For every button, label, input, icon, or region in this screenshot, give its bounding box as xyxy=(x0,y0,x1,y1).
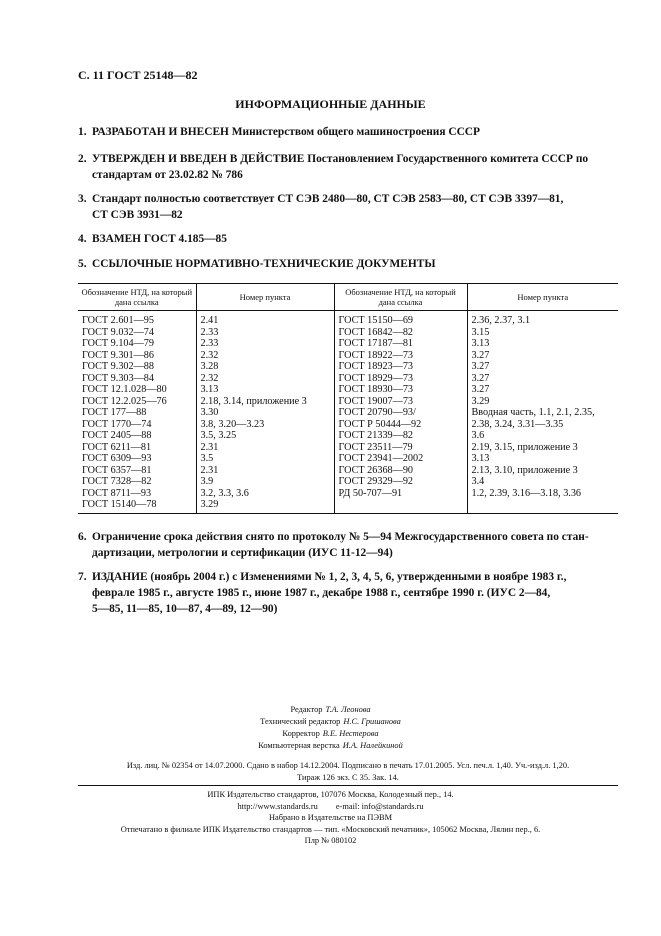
cell-clause: 3.13 xyxy=(196,384,334,396)
cell-document: ГОСТ 7328—82 xyxy=(78,476,196,488)
cell-clause: 3.29 xyxy=(196,499,334,513)
col-header-clause-1: Номер пункта xyxy=(196,284,334,311)
table-row xyxy=(78,311,618,327)
cell-clause: 2.31 xyxy=(196,442,334,454)
cell-document: ГОСТ 1770—74 xyxy=(78,419,196,431)
cell-clause: 2.31 xyxy=(196,465,334,477)
cell-document: ГОСТ 9.104—79 xyxy=(78,338,196,350)
cell-clause: 3.8, 3.20—3.23 xyxy=(196,419,334,431)
table-row xyxy=(78,499,618,513)
cell-clause: 3.30 xyxy=(196,407,334,419)
cell-document: ГОСТ 18923—73 xyxy=(334,361,467,373)
credit-tech-editor: Технический редактор Н.С. Гришанова xyxy=(260,717,401,726)
cell-document: ГОСТ 177—88 xyxy=(78,407,196,419)
info-item-2: 2. УТВЕРЖДЕН И ВВЕДЕН В ДЕЙСТВИЕ Постановлением Государственного комитета СССР по стандартам от 23.02.82 № 786 xyxy=(78,153,589,181)
cell-clause: 2.38, 3.24, 3.31—3.35 xyxy=(471,418,564,430)
cell-document: ГОСТ 19007—73 xyxy=(334,396,467,408)
references-table xyxy=(78,283,618,514)
table-row xyxy=(78,476,618,488)
table-row xyxy=(78,361,618,373)
cell-document: ГОСТ 9.302—88 xyxy=(78,361,196,373)
cell-document: ГОСТ 23511—79 xyxy=(334,442,467,454)
cell-clause: 2.18, 3.14, приложение 3 xyxy=(196,396,334,408)
cell-document: ГОСТ 2405—88 xyxy=(78,430,196,442)
cell-clause: 3.13 xyxy=(471,453,490,464)
cell-clause: 3.27 xyxy=(471,361,490,372)
cell-document: ГОСТ 2.601—95 xyxy=(78,311,196,327)
cell-document: ГОСТ 6211—81 xyxy=(78,442,196,454)
table-row xyxy=(78,373,618,385)
info-item-4: 4. ВЗАМЕН ГОСТ 4.185—85 xyxy=(78,233,227,245)
cell-clause: Вводная часть, 1.1, 2.1, 2.35, xyxy=(471,407,595,418)
cell-document xyxy=(334,499,467,513)
website-link[interactable]: http://www.standards.ru xyxy=(237,801,318,811)
cell-clause: 2.36, 2.37, 3.1 xyxy=(471,315,531,326)
table-row xyxy=(78,384,618,396)
credits xyxy=(0,704,661,752)
table-row xyxy=(78,350,618,362)
email-link[interactable]: e-mail: info@standards.ru xyxy=(335,801,424,811)
cell-document: РД 50-707—91 xyxy=(334,488,467,500)
cell-document: ГОСТ Р 50444—92 xyxy=(334,419,467,431)
table-row xyxy=(78,327,618,339)
table-row xyxy=(78,338,618,350)
table-row xyxy=(78,465,618,477)
info-item-1: 1. РАЗРАБОТАН И ВНЕСЕН Министерством общего машиностроения СССР xyxy=(78,126,480,138)
cell-clause: 3.29 xyxy=(471,395,490,407)
cell-document: ГОСТ 15150—69 xyxy=(334,311,467,327)
table-row xyxy=(78,442,618,454)
cell-clause: 3.4 xyxy=(471,476,485,487)
print-info: Изд. лиц. № 02354 от 14.07.2000. Сдано в набор 14.12.2004. Подписано в печать 17.01.2005. Усл. печ.л. 1,40. Уч.-изд.л. 1,20. Тираж 126 экз. С 35. Зак. 14. xyxy=(126,761,570,782)
cell-document: ГОСТ 12.1.028—80 xyxy=(78,384,196,396)
cell-document: ГОСТ 12.2.025—76 xyxy=(78,396,196,408)
cell-clause: 2.41 xyxy=(196,311,334,327)
cell-document: ГОСТ 6357—81 xyxy=(78,465,196,477)
cell-document: ГОСТ 16842—82 xyxy=(334,327,467,339)
credit-proofreader: Корректор В.Е. Нестерова xyxy=(282,729,379,738)
cell-clause: 3.5, 3.25 xyxy=(196,430,334,442)
cell-document: ГОСТ 9.303—84 xyxy=(78,373,196,385)
cell-document: ГОСТ 15140—78 xyxy=(78,499,196,513)
publisher-info: ИПК Издательство стандартов, 107076 Москва, Колодезный пер., 14. http://www.standards.ru e-mail: info@standards.ru Набрано в Издательстве на ПЭВМ Отпечатано в филиале ИПК Издательство стандартов — тип. «Московский печатник», 105062 Москва, Лялин пер., 6. Плр № 080102 xyxy=(120,790,541,845)
cell-clause: 2.13, 3.10, приложение 3 xyxy=(471,464,578,476)
table-row xyxy=(78,453,618,465)
cell-document: ГОСТ 26368—90 xyxy=(334,465,467,477)
cell-clause: 2.33 xyxy=(196,338,334,350)
cell-document: ГОСТ 18929—73 xyxy=(334,373,467,385)
cell-clause: 3.15 xyxy=(471,326,490,338)
cell-clause: 3.5 xyxy=(196,453,334,465)
info-item-6: 6. Ограничение срока действия снято по протоколу № 5—94 Межгосударственного совета по стан- дартизации, метрологии и сертификации (ИУС 11-12—94) xyxy=(78,531,589,559)
cell-clause: 3.9 xyxy=(196,476,334,488)
table-row xyxy=(78,396,618,408)
table-row xyxy=(78,407,618,419)
cell-clause: 2.19, 3.15, приложение 3 xyxy=(471,441,578,453)
col-header-doc-2: Обозначение НТД, на который дана ссылка xyxy=(334,284,467,311)
page-header: С. 11 ГОСТ 25148—82 xyxy=(78,68,198,82)
info-item-5: 5. ССЫЛОЧНЫЕ НОРМАТИВНО-ТЕХНИЧЕСКИЕ ДОКУМЕНТЫ xyxy=(78,258,436,270)
cell-document: ГОСТ 20790—93/ xyxy=(334,407,467,419)
cell-clause: 3.27 xyxy=(471,384,490,395)
info-item-7: 7. ИЗДАНИЕ (ноябрь 2004 г.) с Изменениями № 1, 2, 3, 4, 5, 6, утвержденными в ноябре 1983 г., феврале 1985 г., августе 1985 г., июне 1987 г., декабре 1988 г., сентябре 1990 г. (ИУС 2—84, 5—85, 11—85, 10—87, 4—89, 12—90) xyxy=(78,571,567,615)
cell-document: ГОСТ 9.032—74 xyxy=(78,327,196,339)
cell-clause: 1.2, 2.39, 3.16—3.18, 3.36 xyxy=(471,487,582,499)
cell-document: ГОСТ 18922—73 xyxy=(334,350,467,362)
info-item-3: 3. Стандарт полностью соответствует СТ СЭВ 2480—80, СТ СЭВ 2583—80, СТ СЭВ 3397—81, СТ СЭВ 3931—82 xyxy=(78,193,564,221)
cell-document: ГОСТ 17187—81 xyxy=(334,338,467,350)
col-header-clause-2: Номер пункта xyxy=(467,284,618,311)
cell-clause: 3.27 xyxy=(471,372,490,384)
table-row xyxy=(78,430,618,442)
cell-clause: 3.27 xyxy=(471,349,490,361)
col-header-doc-1: Обозначение НТД, на который дана ссылка xyxy=(78,284,196,311)
cell-document: ГОСТ 29329—92 xyxy=(334,476,467,488)
cell-clause: 3.28 xyxy=(196,361,334,373)
cell-document: ГОСТ 23941—2002 xyxy=(334,453,467,465)
credit-layout: Компьютерная верстка И.А. Налейкиной xyxy=(258,741,403,750)
divider xyxy=(78,785,618,786)
table-row xyxy=(78,419,618,431)
cell-clause: 3.6 xyxy=(471,430,485,441)
cell-clause xyxy=(467,499,618,513)
cell-document: ГОСТ 18930—73 xyxy=(334,384,467,396)
credit-editor: Редактор Т.А. Леонова xyxy=(290,705,371,714)
cell-document: ГОСТ 9.301—86 xyxy=(78,350,196,362)
section-title: ИНФОРМАЦИОННЫЕ ДАННЫЕ xyxy=(235,97,426,111)
table-header-row xyxy=(78,284,618,311)
cell-clause: 3.2, 3.3, 3.6 xyxy=(196,488,334,500)
cell-document: ГОСТ 21339—82 xyxy=(334,430,467,442)
cell-clause: 2.32 xyxy=(196,350,334,362)
cell-document: ГОСТ 6309—93 xyxy=(78,453,196,465)
cell-clause: 2.32 xyxy=(196,373,334,385)
table-row xyxy=(78,488,618,500)
cell-clause: 2.33 xyxy=(196,327,334,339)
cell-document: ГОСТ 8711—93 xyxy=(78,488,196,500)
cell-clause: 3.13 xyxy=(471,338,490,349)
